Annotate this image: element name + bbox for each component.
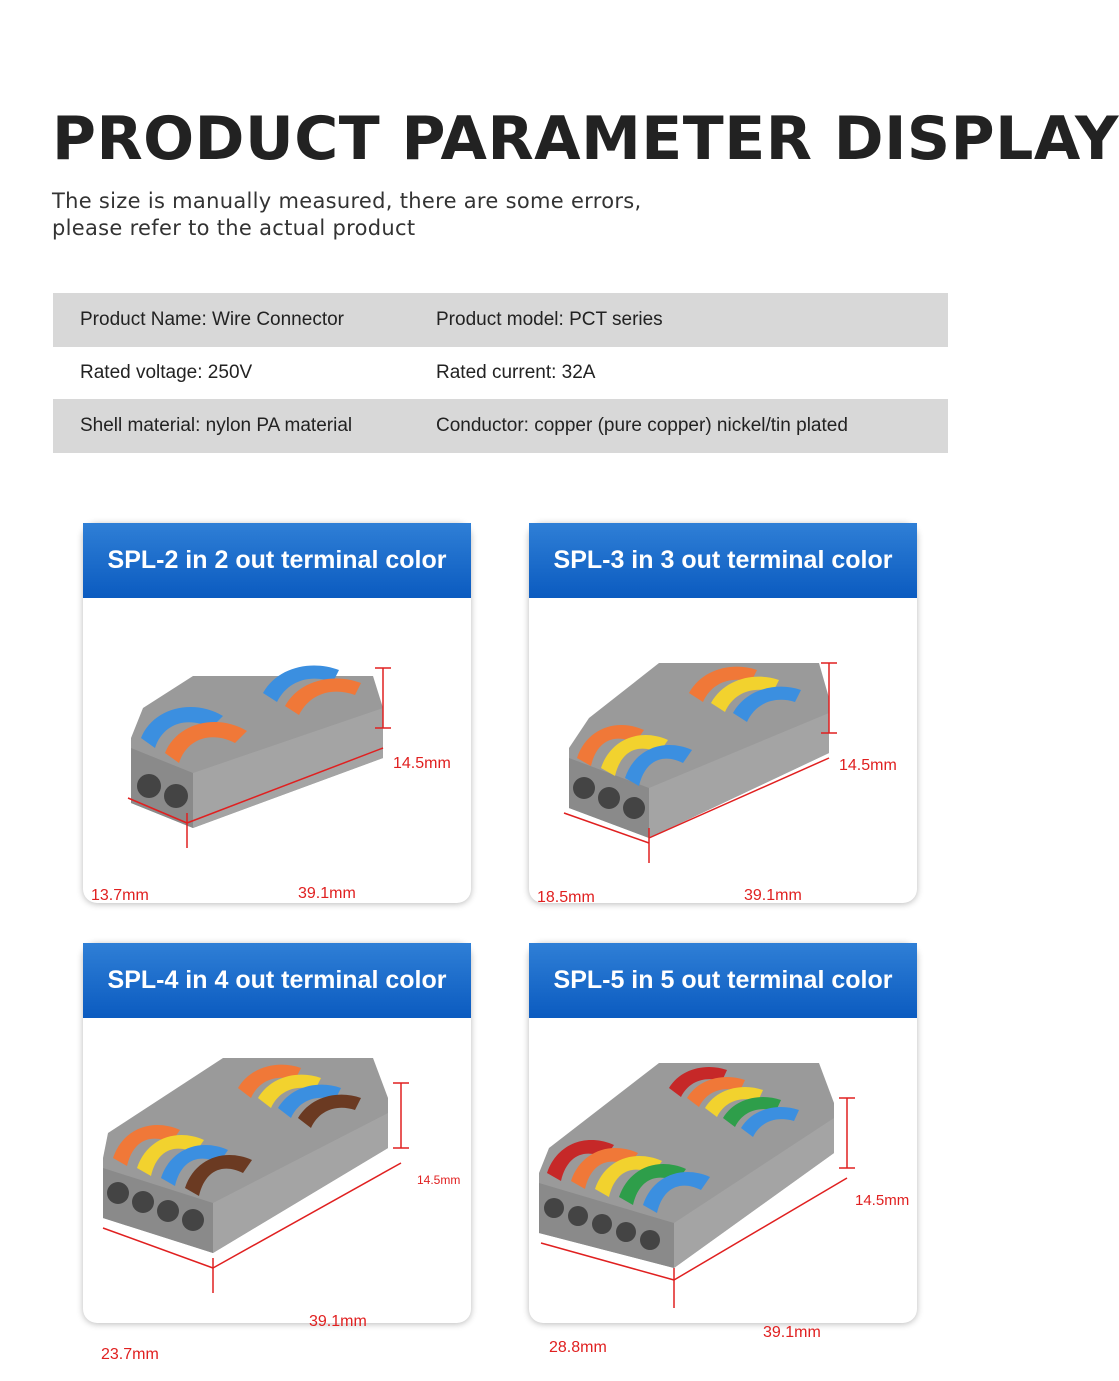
product-card-spl-4 xyxy=(83,943,471,1363)
spec-product-name: Product Name: Wire Connector xyxy=(80,309,344,330)
dimension-height: 14.5mm xyxy=(855,1192,910,1209)
dimension-width: 13.7mm xyxy=(91,887,149,904)
page-subtitle xyxy=(52,188,642,242)
spec-rated-current: Rated current: 32A xyxy=(436,362,596,383)
product-card-title: SPL-3 in 3 out terminal color xyxy=(529,523,917,598)
connector-illustration xyxy=(529,1018,917,1356)
spec-row xyxy=(53,399,948,453)
spec-conductor: Conductor: copper (pure copper) nickel/tin plated xyxy=(436,415,848,436)
spec-rated-voltage: Rated voltage: 250V xyxy=(80,362,253,383)
dimension-height: 14.5mm xyxy=(839,757,897,774)
spec-row xyxy=(53,347,948,399)
spec-table xyxy=(53,293,948,453)
dimension-width: 28.8mm xyxy=(549,1339,607,1356)
subtitle-line-2: please refer to the actual product xyxy=(52,216,416,240)
dimension-height: 14.5mm xyxy=(417,1173,461,1187)
dimension-length: 39.1mm xyxy=(744,887,802,904)
spec-shell-material: Shell material: nylon PA material xyxy=(80,415,353,436)
subtitle-line-1: The size is manually measured, there are some errors, xyxy=(52,189,642,213)
spec-row xyxy=(53,293,948,347)
connector-illustration xyxy=(529,598,917,906)
dimension-width: 23.7mm xyxy=(101,1346,159,1363)
dimension-length: 39.1mm xyxy=(309,1313,367,1330)
dimension-height: 14.5mm xyxy=(393,755,451,772)
product-card-title: SPL-5 in 5 out terminal color xyxy=(529,943,917,1018)
product-card-title: SPL-2 in 2 out terminal color xyxy=(83,523,471,598)
dimension-width: 18.5mm xyxy=(537,889,595,906)
product-card-spl-2 xyxy=(83,523,471,903)
product-card-spl-5 xyxy=(529,943,917,1356)
product-card-title: SPL-4 in 4 out terminal color xyxy=(83,943,471,1018)
connector-illustration xyxy=(83,1018,471,1363)
dimension-length: 39.1mm xyxy=(763,1324,821,1341)
page-title: PRODUCT PARAMETER DISPLAY xyxy=(52,104,1119,174)
product-card-spl-3 xyxy=(529,523,917,906)
dimension-length: 39.1mm xyxy=(298,885,356,902)
connector-illustration xyxy=(83,598,471,903)
spec-product-model: Product model: PCT series xyxy=(436,309,663,330)
